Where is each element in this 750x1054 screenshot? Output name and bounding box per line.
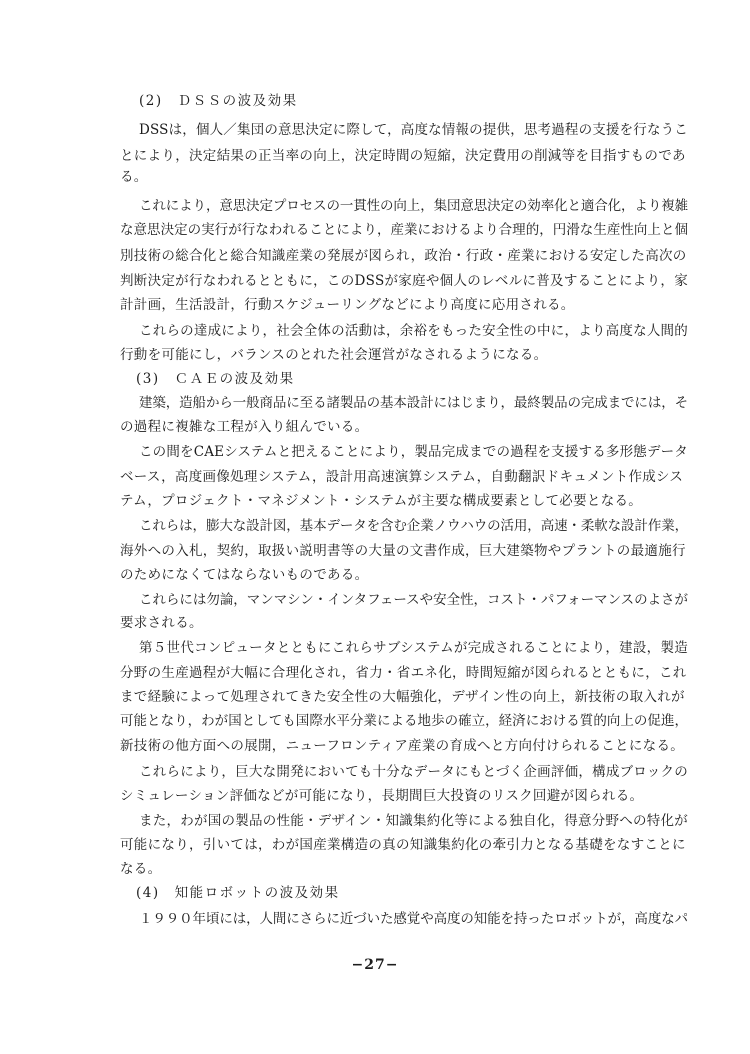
text-line: 海外への入札，契約，取扱い説明書等の大量の文書作成，巨大建築物やプラントの最適施行 [120, 543, 686, 559]
text-line: この間をCAEシステムと把えることにより，製品完成までの過程を支援する多形態データ [139, 444, 688, 460]
text-line: 行動を可能にし，バランスのとれた社会運営がなされるようになる。 [120, 347, 548, 363]
text-line: １９９０年頃には，人間にさらに近づいた感覚や高度の知能を持ったロボットが，高度なパ [139, 911, 688, 927]
section-heading-cae: (3) ＣＡＥの波及効果 [136, 371, 295, 387]
text-line: な意思決定の実行が行なわれることにより，産業におけるより合理的，円滑な生産性向上と個 [120, 222, 688, 238]
text-line: のためになくてはならないものである。 [120, 567, 369, 583]
text-line: 可能になり，引いては，わが国産業構造の真の知識集約化の牽引力となる基礎をなすことに [120, 837, 686, 853]
text-line: の過程に複雑な工程が入り組んでいる。 [120, 419, 369, 435]
text-line: 可能となり，わが国としても国際水平分業による地歩の確立，経済における質的向上の促進， [120, 713, 688, 729]
text-line: なる。 [120, 861, 162, 877]
text-line: DSSは，個人／集団の意思決定に際して，高度な情報の提供，思考過程の支援を行なうこ [139, 122, 688, 138]
section-heading-dss: (2) ＤＳＳの波及効果 [139, 93, 298, 109]
text-line: 建築，造船から一般商品に至る諸製品の基本設計にはじまり，最終製品の完成までには，そ [139, 395, 688, 411]
text-line: とにより，決定結果の正当率の向上，決定時間の短縮，決定費用の削減等を目指すものであ [120, 148, 686, 164]
text-line: まで経験によって処理されてきた安全性の大幅強化，デザイン性の向上，新技術の取入れが [120, 689, 685, 705]
text-line: また，わが国の製品の性能・デザイン・知識集約化等による独自化，得意分野への特化が [139, 813, 688, 829]
text-line: 別技術の総合化と総合知識産業の発展が図られ，政治・行政・産業における安定した高次の [120, 248, 687, 264]
text-line: これらは，膨大な設計図，基本データを含む企業ノウハウの活用，高速・柔軟な設計作業， [139, 518, 688, 534]
text-line: これらには勿論，マンマシン・インタフェースや安全性，コスト・パフォーマンスのよさが [139, 592, 688, 608]
section-heading-robot: (4) 知能ロボットの波及効果 [136, 885, 340, 901]
text-line: シミュレーション評価などが可能になり，長期間巨大投資のリスク回避が図られる。 [120, 788, 644, 804]
text-line: 計計画，生活設計，行動スケジューリングなどにより高度に応用される。 [120, 297, 575, 313]
text-line: これらにより，巨大な開発においても十分なデータにもとづく企画評価，構成ブロックの [139, 764, 688, 780]
text-line: ベース，高度画像処理システム，設計用高速演算システム，自動翻訳ドキュメント作成シス [120, 469, 684, 485]
text-line: 第５世代コンピュータとともにこれらサブシステムが完成されることにより，建設，製造 [139, 640, 688, 656]
text-line: これらの達成により，社会全体の活動は，余裕をもった安全性の中に，より高度な人間的 [139, 323, 688, 339]
text-line: 要求される。 [120, 615, 203, 631]
text-line: 新技術の他方面への展開，ニューフロンティア産業の育成へと方向付けられることになる。 [120, 738, 685, 754]
text-line: これにより，意思決定プロセスの一貫性の向上，集団意思決定の効率化と適合化，より複雑 [139, 198, 688, 214]
text-line: る。 [120, 169, 148, 185]
page-number: −27− [351, 957, 399, 973]
text-line: 判断決定が行なわれるとともに，このDSSが家庭や個人のレベルに普及することにより，家 [120, 273, 688, 289]
text-line: 分野の生産過程が大幅に合理化され，省力・省エネ化，時間短縮が図られるとともに，これ [120, 665, 687, 681]
text-line: テム，プロジェクト・マネジメント・システムが主要な構成要素として必要となる。 [120, 493, 643, 509]
